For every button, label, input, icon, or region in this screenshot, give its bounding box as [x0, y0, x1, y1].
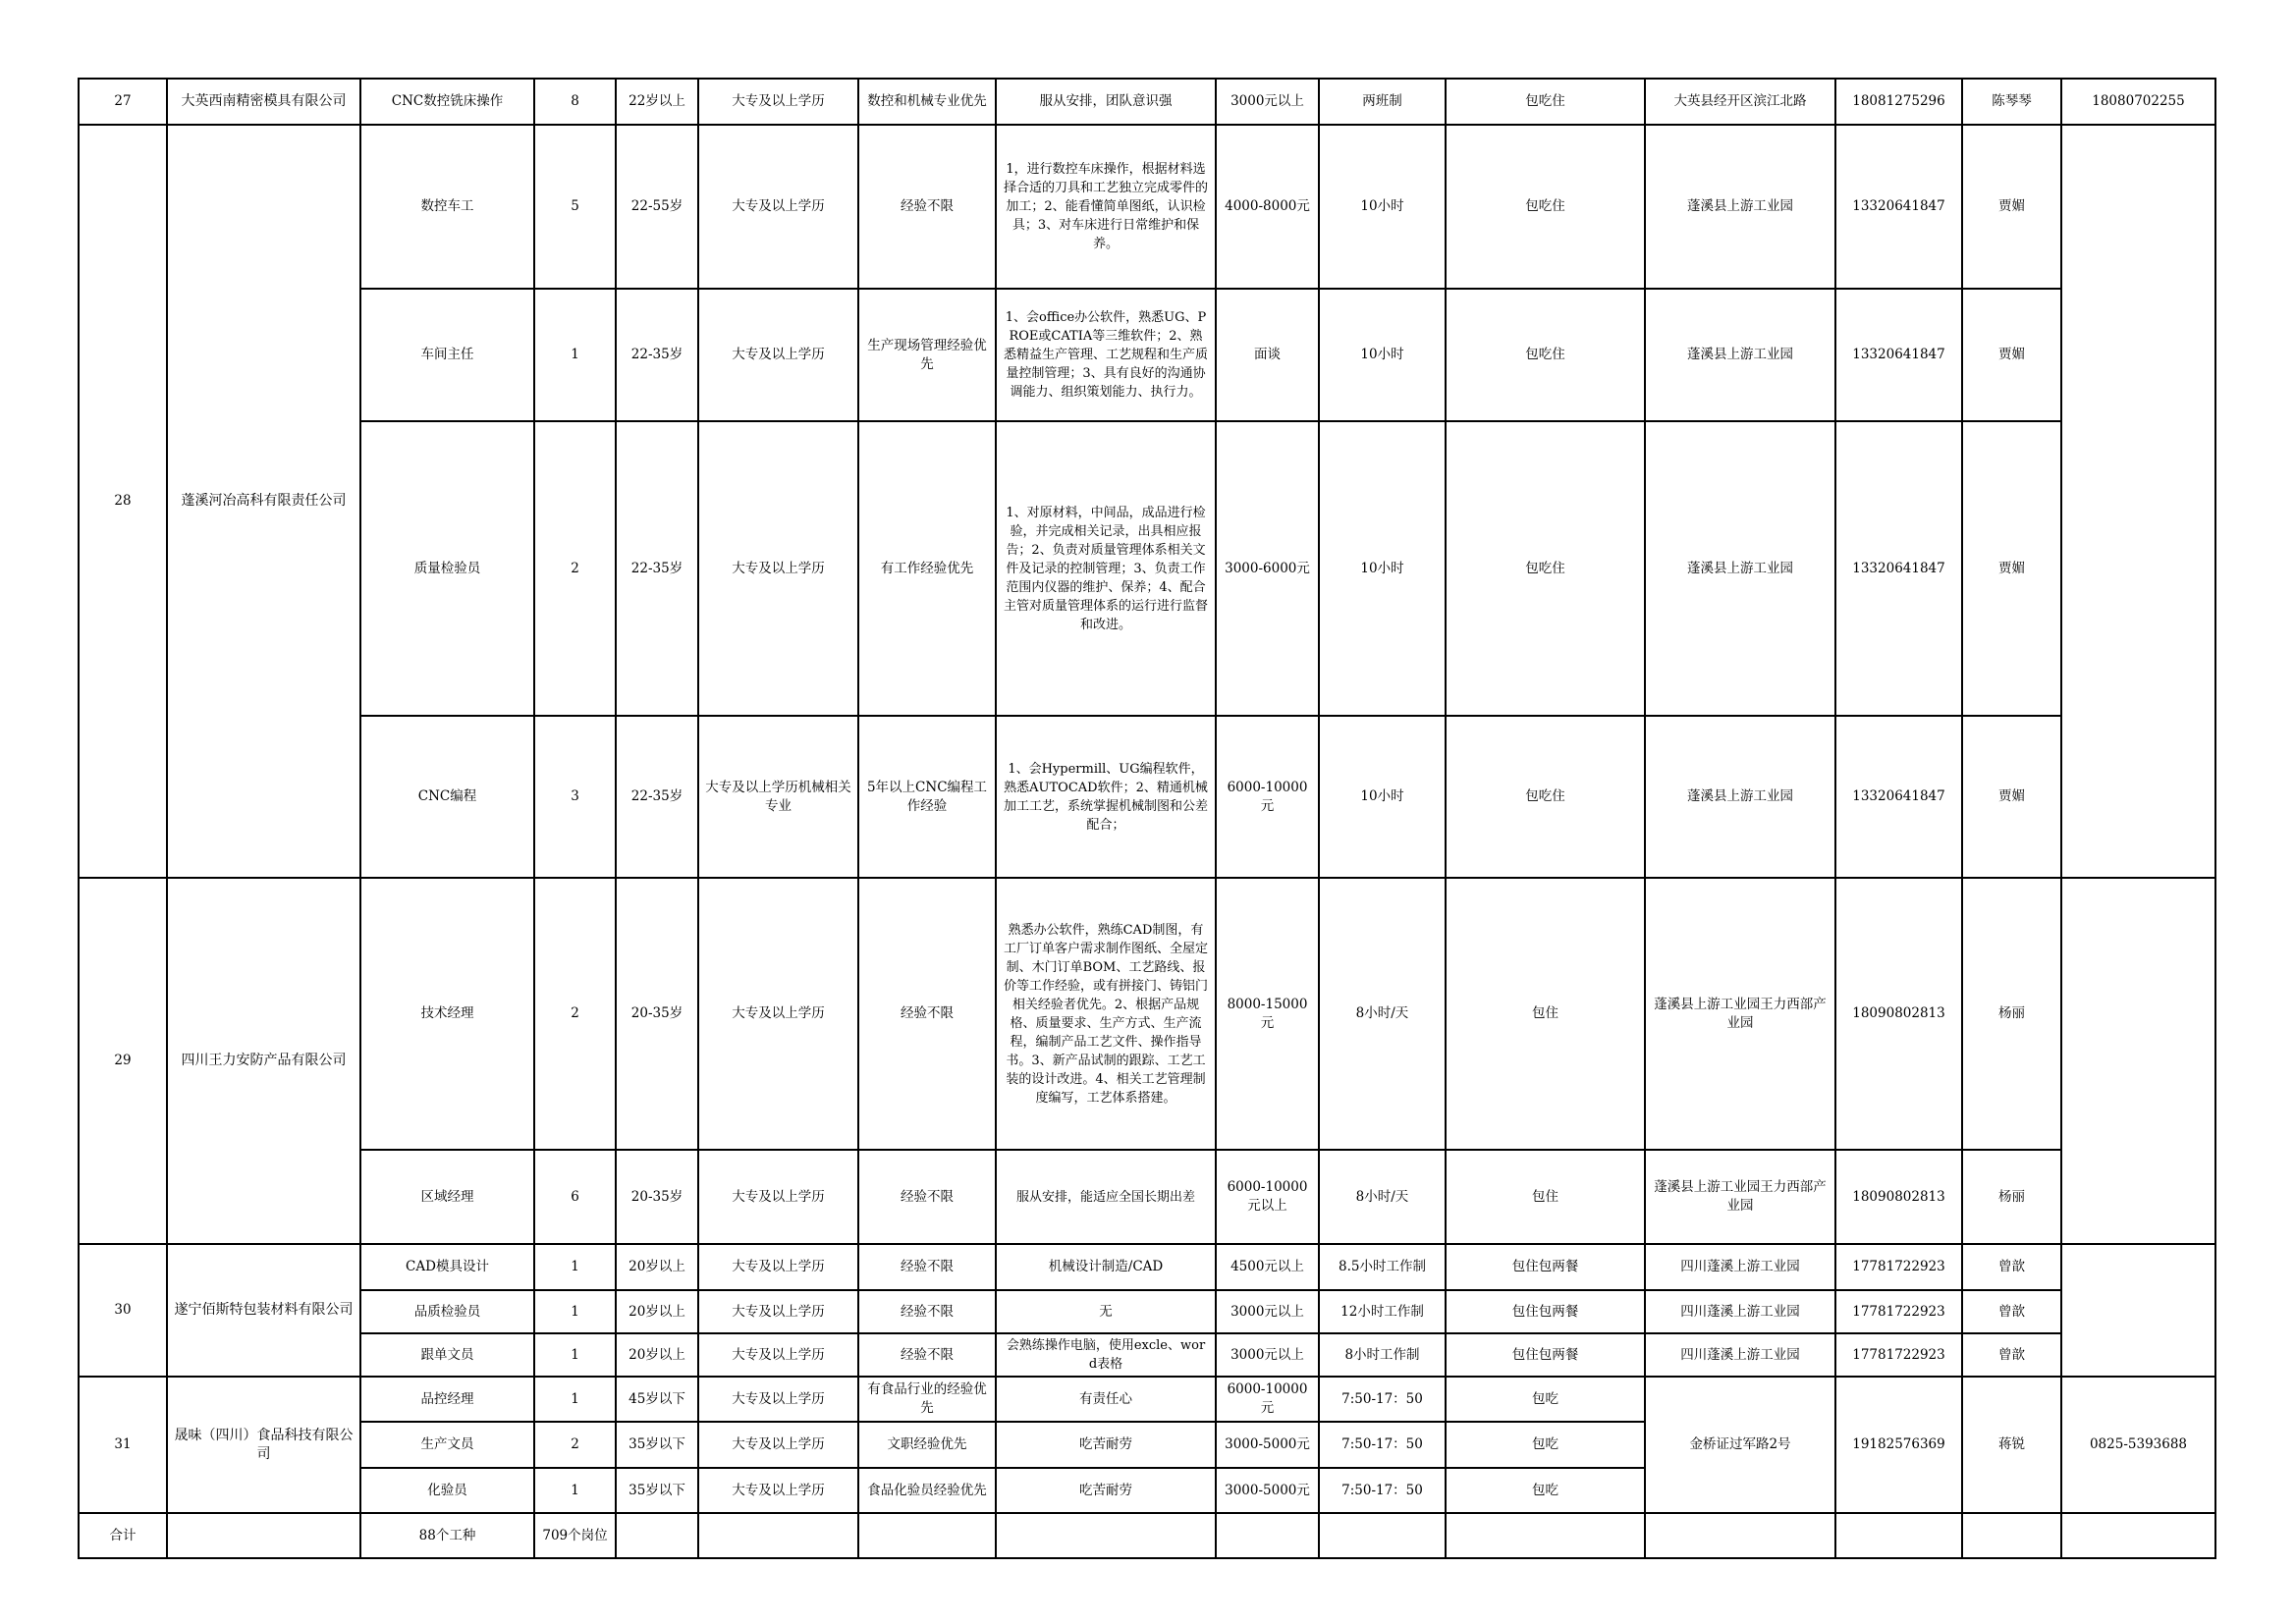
- empty-cell: [1962, 1513, 2061, 1558]
- benefits: 包吃住: [1446, 289, 1645, 421]
- job-requirements: 1、会Hypermill、UG编程软件，熟悉AUTOCAD软件；2、精通机械加工工艺，系统掌握机械制图和公差配合；: [996, 716, 1216, 878]
- experience-requirement: 5年以上CNC编程工作经验: [858, 716, 996, 878]
- salary: 3000元以上: [1216, 79, 1319, 125]
- job-position: CAD模具设计: [360, 1244, 534, 1290]
- job-position: 化验员: [360, 1468, 534, 1513]
- landline-phone: [2061, 1244, 2215, 1377]
- work-address: 蓬溪县上游工业园: [1645, 125, 1835, 289]
- contact-phone: 18090802813: [1835, 1150, 1962, 1244]
- total-positions: 709个岗位: [534, 1513, 616, 1558]
- contact-phone: 13320641847: [1835, 421, 1962, 716]
- job-position: 区域经理: [360, 1150, 534, 1244]
- age-requirement: 22岁以上: [616, 79, 698, 125]
- contact-phone: 13320641847: [1835, 289, 1962, 421]
- job-position: 技术经理: [360, 878, 534, 1150]
- table-row: [79, 421, 2215, 716]
- age-requirement: 22-35岁: [616, 421, 698, 716]
- job-requirements: 服从安排，能适应全国长期出差: [996, 1150, 1216, 1244]
- working-hours: 8.5小时工作制: [1319, 1244, 1446, 1290]
- job-count: 8: [534, 79, 616, 125]
- age-requirement: 35岁以下: [616, 1468, 698, 1513]
- job-position: 生产文员: [360, 1422, 534, 1468]
- job-count: 2: [534, 421, 616, 716]
- benefits: 包吃住: [1446, 125, 1645, 289]
- working-hours: 8小时/天: [1319, 878, 1446, 1150]
- salary: 3000元以上: [1216, 1333, 1319, 1377]
- benefits: 包住包两餐: [1446, 1290, 1645, 1333]
- benefits: 包吃: [1446, 1468, 1645, 1513]
- education-requirement: 大专及以上学历: [698, 1468, 858, 1513]
- work-address: 蓬溪县上游工业园: [1645, 716, 1835, 878]
- benefits: 包住包两餐: [1446, 1244, 1645, 1290]
- age-requirement: 22-35岁: [616, 289, 698, 421]
- age-requirement: 20岁以上: [616, 1333, 698, 1377]
- company-name: 遂宁佰斯特包装材料有限公司: [167, 1244, 360, 1377]
- experience-requirement: 有食品行业的经验优先: [858, 1377, 996, 1422]
- job-position: 品质检验员: [360, 1290, 534, 1333]
- benefits: 包住包两餐: [1446, 1333, 1645, 1377]
- job-count: 1: [534, 1333, 616, 1377]
- age-requirement: 20-35岁: [616, 878, 698, 1150]
- job-count: 3: [534, 716, 616, 878]
- experience-requirement: 数控和机械专业优先: [858, 79, 996, 125]
- job-position: CNC数控铣床操作: [360, 79, 534, 125]
- row-number: 29: [79, 878, 167, 1244]
- company-name: 大英西南精密模具有限公司: [167, 79, 360, 125]
- empty-cell: [1446, 1513, 1645, 1558]
- experience-requirement: 食品化验员经验优先: [858, 1468, 996, 1513]
- education-requirement: 大专及以上学历: [698, 125, 858, 289]
- job-requirements: 吃苦耐劳: [996, 1422, 1216, 1468]
- contact-phone: 18081275296: [1835, 79, 1962, 125]
- age-requirement: 20-35岁: [616, 1150, 698, 1244]
- education-requirement: 大专及以上学历: [698, 289, 858, 421]
- working-hours: 10小时: [1319, 421, 1446, 716]
- table-row: [79, 125, 2215, 289]
- empty-cell: [167, 1513, 360, 1558]
- contact-phone: 19182576369: [1835, 1377, 1962, 1513]
- work-address: 四川蓬溪上游工业园: [1645, 1290, 1835, 1333]
- table-row: [79, 1290, 2215, 1333]
- empty-cell: [1216, 1513, 1319, 1558]
- experience-requirement: 经验不限: [858, 125, 996, 289]
- job-requirements: 机械设计制造/CAD: [996, 1244, 1216, 1290]
- job-requirements: 1、会office办公软件，熟悉UG、PROE或CATIA等三维软件；2、熟悉精益生产管理、工艺规程和生产质量控制管理；3、具有良好的沟通协调能力、组织策划能力、执行力。: [996, 289, 1216, 421]
- benefits: 包吃: [1446, 1377, 1645, 1422]
- job-count: 5: [534, 125, 616, 289]
- total-label: 合计: [79, 1513, 167, 1558]
- table-row: [79, 1333, 2215, 1377]
- table-row: [79, 716, 2215, 878]
- working-hours: 12小时工作制: [1319, 1290, 1446, 1333]
- empty-cell: [858, 1513, 996, 1558]
- work-address: 蓬溪县上游工业园: [1645, 421, 1835, 716]
- job-listing-table: [78, 78, 2216, 1559]
- salary: 3000元以上: [1216, 1290, 1319, 1333]
- benefits: 包吃住: [1446, 716, 1645, 878]
- salary: 4000-8000元: [1216, 125, 1319, 289]
- job-position: 跟单文员: [360, 1333, 534, 1377]
- working-hours: 8小时工作制: [1319, 1333, 1446, 1377]
- contact-person: 曾歆: [1962, 1333, 2061, 1377]
- empty-cell: [1645, 1513, 1835, 1558]
- job-position: CNC编程: [360, 716, 534, 878]
- job-count: 2: [534, 1422, 616, 1468]
- benefits: 包住: [1446, 878, 1645, 1150]
- salary: 8000-15000元: [1216, 878, 1319, 1150]
- job-count: 1: [534, 1468, 616, 1513]
- education-requirement: 大专及以上学历: [698, 421, 858, 716]
- contact-person: 贾媚: [1962, 716, 2061, 878]
- salary: 4500元以上: [1216, 1244, 1319, 1290]
- education-requirement: 大专及以上学历: [698, 1377, 858, 1422]
- working-hours: 两班制: [1319, 79, 1446, 125]
- row-number: 30: [79, 1244, 167, 1377]
- contact-phone: 18090802813: [1835, 878, 1962, 1150]
- salary: 6000-10000元以上: [1216, 1150, 1319, 1244]
- work-address: 蓬溪县上游工业园王力西部产业园: [1645, 1150, 1835, 1244]
- table-row: [79, 79, 2215, 125]
- job-requirements: 会熟练操作电脑，使用excle、word表格: [996, 1333, 1216, 1377]
- age-requirement: 20岁以上: [616, 1290, 698, 1333]
- experience-requirement: 经验不限: [858, 878, 996, 1150]
- job-requirements: 1、对原材料，中间品，成品进行检验，并完成相关记录，出具相应报告；2、负责对质量管理体系相关文件及记录的控制管理；3、负责工作范围内仪器的维护、保养；4、配合主管对质量管理体系的运行进行监督和改进。: [996, 421, 1216, 716]
- job-count: 1: [534, 1244, 616, 1290]
- education-requirement: 大专及以上学历: [698, 1290, 858, 1333]
- salary: 6000-10000元: [1216, 716, 1319, 878]
- contact-person: 杨丽: [1962, 1150, 2061, 1244]
- job-requirements: 熟悉办公软件，熟练CAD制图，有工厂订单客户需求制作图纸、全屋定制、木门订单BOM、工艺路线、报价等工作经验，或有拼接门、铸铝门相关经验者优先。2、根据产品规格、质量要求、生产方式、生产流程，编制产品工艺文件、操作指导书。3、新产品试制的跟踪、工艺工装的设计改进。4、相关工艺管理制度编写，工艺体系搭建。: [996, 878, 1216, 1150]
- work-address: 大英县经开区滨江北路: [1645, 79, 1835, 125]
- salary: 3000-6000元: [1216, 421, 1319, 716]
- work-address: 四川蓬溪上游工业园: [1645, 1333, 1835, 1377]
- contact-person: 曾歆: [1962, 1244, 2061, 1290]
- benefits: 包吃住: [1446, 421, 1645, 716]
- working-hours: 8小时/天: [1319, 1150, 1446, 1244]
- salary: 3000-5000元: [1216, 1468, 1319, 1513]
- contact-phone: 13320641847: [1835, 125, 1962, 289]
- landline-phone: 18080702255: [2061, 79, 2215, 125]
- working-hours: 7:50-17：50: [1319, 1377, 1446, 1422]
- benefits: 包住: [1446, 1150, 1645, 1244]
- job-requirements: 无: [996, 1290, 1216, 1333]
- contact-phone: 17781722923: [1835, 1290, 1962, 1333]
- contact-phone: 17781722923: [1835, 1333, 1962, 1377]
- job-requirements: 1，进行数控车床操作，根据材料选择合适的刀具和工艺独立完成零件的加工；2、能看懂简单图纸，认识检具；3、对车床进行日常维护和保养。: [996, 125, 1216, 289]
- education-requirement: 大专及以上学历: [698, 1333, 858, 1377]
- landline-phone: 0825-5393688: [2061, 1377, 2215, 1513]
- education-requirement: 大专及以上学历机械相关专业: [698, 716, 858, 878]
- job-count: 1: [534, 1377, 616, 1422]
- age-requirement: 22-35岁: [616, 716, 698, 878]
- empty-cell: [1319, 1513, 1446, 1558]
- job-position: 品控经理: [360, 1377, 534, 1422]
- empty-cell: [698, 1513, 858, 1558]
- experience-requirement: 经验不限: [858, 1290, 996, 1333]
- contact-person: 贾媚: [1962, 421, 2061, 716]
- working-hours: 7:50-17：50: [1319, 1422, 1446, 1468]
- contact-phone: 17781722923: [1835, 1244, 1962, 1290]
- table-row: [79, 1377, 2215, 1422]
- total-job-types: 88个工种: [360, 1513, 534, 1558]
- company-name: 晟味（四川）食品科技有限公司: [167, 1377, 360, 1513]
- table-row: [79, 878, 2215, 1150]
- education-requirement: 大专及以上学历: [698, 1244, 858, 1290]
- working-hours: 10小时: [1319, 716, 1446, 878]
- total-row: [79, 1513, 2215, 1558]
- job-requirements: 吃苦耐劳: [996, 1468, 1216, 1513]
- work-address: 四川蓬溪上游工业园: [1645, 1244, 1835, 1290]
- experience-requirement: 文职经验优先: [858, 1422, 996, 1468]
- age-requirement: 22-55岁: [616, 125, 698, 289]
- job-count: 2: [534, 878, 616, 1150]
- company-name: 四川王力安防产品有限公司: [167, 878, 360, 1244]
- experience-requirement: 生产现场管理经验优先: [858, 289, 996, 421]
- contact-person: 贾媚: [1962, 289, 2061, 421]
- experience-requirement: 有工作经验优先: [858, 421, 996, 716]
- job-count: 6: [534, 1150, 616, 1244]
- working-hours: 7:50-17：50: [1319, 1468, 1446, 1513]
- row-number: 31: [79, 1377, 167, 1513]
- empty-cell: [1835, 1513, 1962, 1558]
- job-count: 1: [534, 289, 616, 421]
- work-address: 金桥证过军路2号: [1645, 1377, 1835, 1513]
- experience-requirement: 经验不限: [858, 1150, 996, 1244]
- empty-cell: [2061, 1513, 2215, 1558]
- working-hours: 10小时: [1319, 125, 1446, 289]
- contact-person: 杨丽: [1962, 878, 2061, 1150]
- work-address: 蓬溪县上游工业园王力西部产业园: [1645, 878, 1835, 1150]
- row-number: 28: [79, 125, 167, 878]
- benefits: 包吃住: [1446, 79, 1645, 125]
- education-requirement: 大专及以上学历: [698, 1150, 858, 1244]
- job-position: 质量检验员: [360, 421, 534, 716]
- salary: 面谈: [1216, 289, 1319, 421]
- education-requirement: 大专及以上学历: [698, 79, 858, 125]
- age-requirement: 20岁以上: [616, 1244, 698, 1290]
- table-row: [79, 1244, 2215, 1290]
- job-position: 车间主任: [360, 289, 534, 421]
- row-number: 27: [79, 79, 167, 125]
- contact-person: 陈琴琴: [1962, 79, 2061, 125]
- empty-cell: [996, 1513, 1216, 1558]
- table-row: [79, 1150, 2215, 1244]
- salary: 3000-5000元: [1216, 1422, 1319, 1468]
- working-hours: 10小时: [1319, 289, 1446, 421]
- empty-cell: [616, 1513, 698, 1558]
- work-address: 蓬溪县上游工业园: [1645, 289, 1835, 421]
- contact-phone: 13320641847: [1835, 716, 1962, 878]
- experience-requirement: 经验不限: [858, 1244, 996, 1290]
- benefits: 包吃: [1446, 1422, 1645, 1468]
- company-name: 蓬溪河冶高科有限责任公司: [167, 125, 360, 878]
- education-requirement: 大专及以上学历: [698, 878, 858, 1150]
- experience-requirement: 经验不限: [858, 1333, 996, 1377]
- job-count: 1: [534, 1290, 616, 1333]
- age-requirement: 35岁以下: [616, 1422, 698, 1468]
- age-requirement: 45岁以下: [616, 1377, 698, 1422]
- job-requirements: 服从安排，团队意识强: [996, 79, 1216, 125]
- contact-person: 蒋锐: [1962, 1377, 2061, 1513]
- job-position: 数控车工: [360, 125, 534, 289]
- education-requirement: 大专及以上学历: [698, 1422, 858, 1468]
- table-row: [79, 289, 2215, 421]
- landline-phone: [2061, 878, 2215, 1244]
- job-requirements: 有责任心: [996, 1377, 1216, 1422]
- salary: 6000-10000元: [1216, 1377, 1319, 1422]
- contact-person: 贾媚: [1962, 125, 2061, 289]
- contact-person: 曾歆: [1962, 1290, 2061, 1333]
- landline-phone: [2061, 125, 2215, 878]
